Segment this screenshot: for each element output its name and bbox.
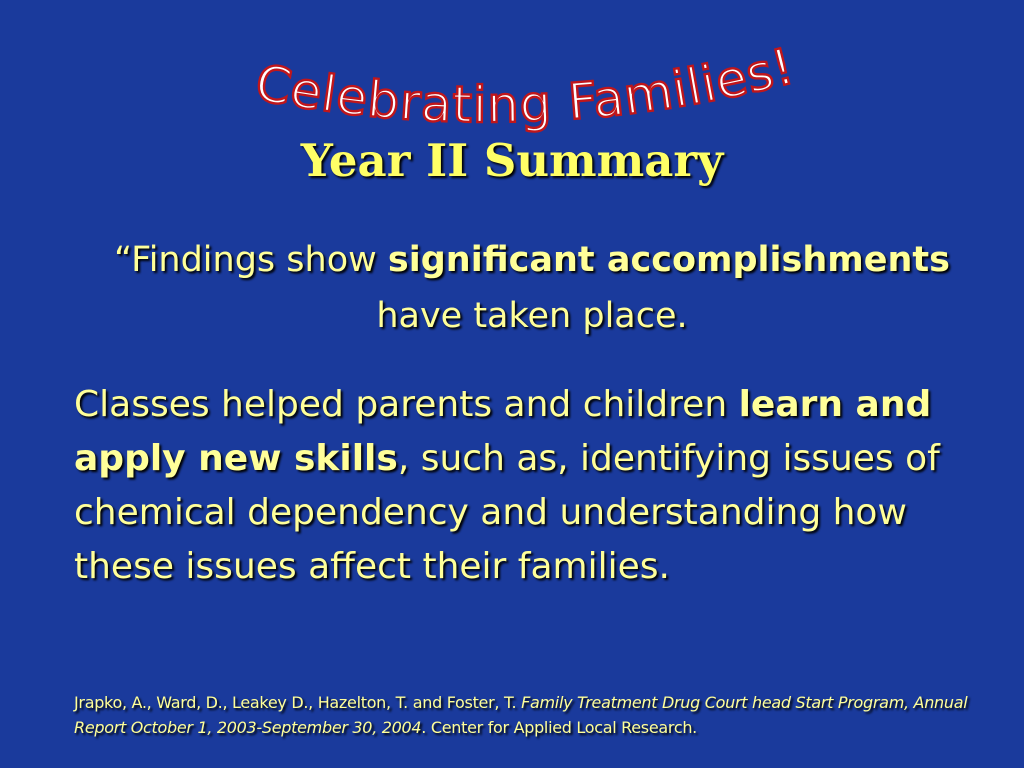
citation-publisher: . Center for Applied Local Research. — [421, 718, 697, 737]
banner-text: Celebrating Families! — [251, 36, 801, 135]
body-text-end: , such as, identifying issues of chemical dependency and understanding how these issues affect their families. — [74, 438, 940, 587]
quote-text-start: “Findings show — [114, 240, 388, 280]
classes-paragraph — [74, 378, 974, 594]
findings-quote — [100, 232, 964, 344]
citation-work: Family Treatment Drug Court head Start Program, Annual Report October 1, 2003-September 30, 2004 — [74, 693, 968, 737]
celebrating-families-banner — [195, 20, 855, 145]
quote-emphasis: significant accomplishments — [387, 240, 950, 280]
quote-text-end: have taken place. — [376, 296, 688, 336]
citation-authors: Jrapko, A., Ward, D., Leakey D., Hazelton, T. and Foster, T. — [74, 693, 522, 712]
body-emphasis: learn and apply new skills — [74, 384, 932, 479]
citation — [74, 690, 974, 740]
body-text-start: Classes helped parents and children — [74, 384, 739, 425]
slide-title: Year II Summary — [300, 134, 724, 187]
